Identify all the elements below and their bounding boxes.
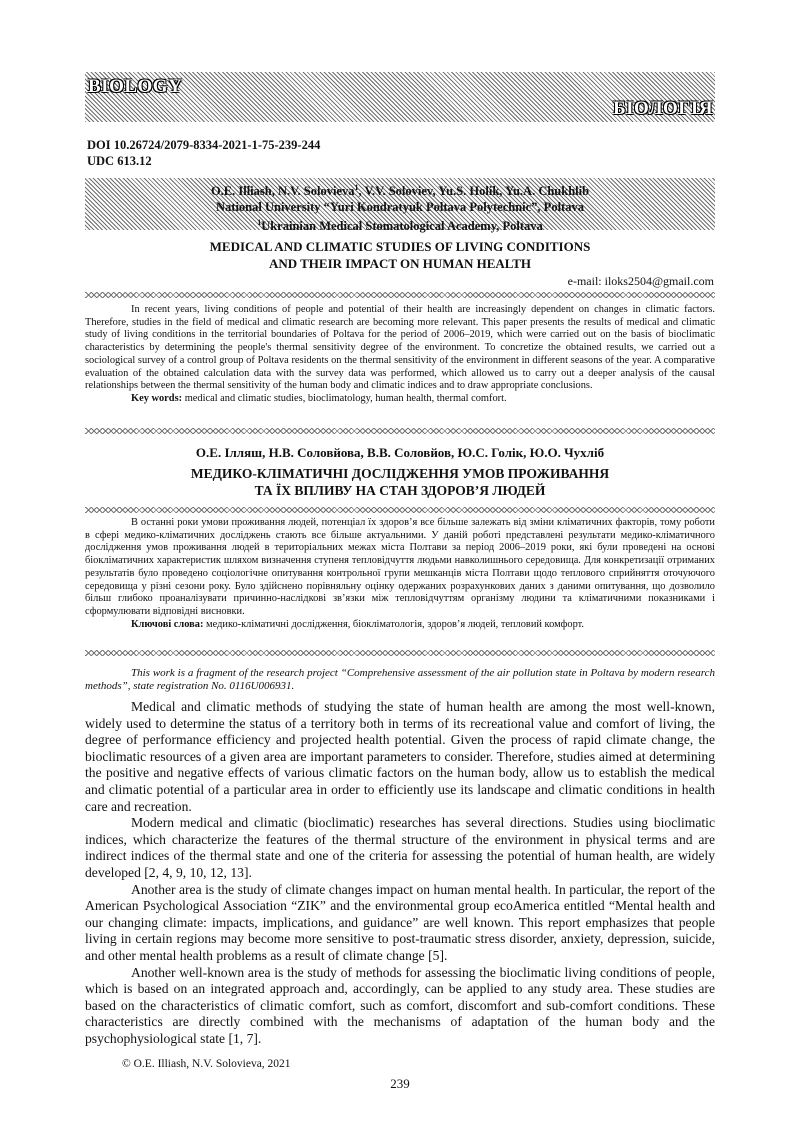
authors-band [85, 178, 715, 234]
divider-wavy [85, 650, 715, 656]
divider-wavy [85, 507, 715, 513]
doi: DOI 10.26724/2079-8334-2021-1-75-239-244 [87, 138, 321, 152]
email: e-mail: iloks2504@gmail.com [567, 274, 714, 288]
section-title-en: BIOLOGY [88, 76, 183, 97]
copyright: © O.E. Illiash, N.V. Solovieva, 2021 [122, 1058, 291, 1070]
section-header-band [85, 72, 715, 122]
article-title-en: MEDICAL AND CLIMATIC STUDIES OF LIVING CONDITIONS AND THEIR IMPACT ON HUMAN HEALTH [209, 239, 591, 271]
page-number: 239 [390, 1076, 410, 1091]
keywords-ua: Ключові слова: медико-кліматичні дослідження, біокліматологія, здоров’я людей, тепловий комфорт. [131, 618, 584, 630]
authors-ua: О.Е. Ілляш, Н.В. Соловйова, В.В. Соловйов, Ю.С. Голік, Ю.О. Чухліб [195, 445, 605, 460]
body-paragraph: Another well-known area is the study of methods for assessing the bioclimatic living conditions of people, which is based on an integrated approach and, accordingly, can be applied to any study area. These studies are based on the characteristics of climatic comfort, such as comfort, discomfort and sub-comfort conditions. These characteristics are directly combined with the mechanisms of adaptation of the human body and the psychophysiological state [1, 7]. [85, 964, 715, 1046]
abstract-ua [85, 517, 715, 631]
body-paragraph: Another area is the study of climate changes impact on human mental health. In particular, the report of the American Psychological Association “ZIK” and the environmental group ecoAmerica entitled “Mental health and our changing climate: impacts, implications, and guidance” are well known. This report emphasizes that people living in certain regions may become more sensitive to post-traumatic stress disorder, anxiety, depression, suicide, and other mental health problems as a result of climate change [5]. [85, 881, 715, 963]
udc: UDC 613.12 [87, 154, 152, 168]
affiliation-2: $^1$Ukrainian Medical Stomatological Academy, Poltava [257, 218, 543, 234]
divider-wavy [85, 428, 715, 434]
authors-en: O.E. Illiash, N.V. Solovieva$^1$, V.V. Soloviev, Yu.S. Holik, Yu.A. Chukhlib [210, 183, 590, 199]
section-title-ua: БІОЛОГІЯ [613, 98, 713, 119]
project-note: This work is a fragment of the research project “Comprehensive assessment of the air pollution state in Poltava by modern research methods”, state registration No. 0116U006931. [85, 667, 715, 692]
article-title-ua: МЕДИКО-КЛІМАТИЧНІ ДОСЛІДЖЕННЯ УМОВ ПРОЖИВАННЯ ТА ЇХ ВПЛИВУ НА СТАН ЗДОРОВ’Я ЛЮДЕЙ [190, 466, 610, 498]
abstract-ua-text: В останні роки умови проживання людей, потенціал їх здоров’я все більше залежать від зміни кліматичних факторів, тому роботи в сфері медико-кліматичних досліджень стають все більше актуальними. У даній роботі представлені результати медико-кліматичного дослідження умов проживання людей в територіальних межах міста Полтави за період 2006–2019 роки, які були проведені на основі біокліматичних характеристик шляхом визначення ступеня тепловідчуття людьми навколишнього середовища. Для конкретизації отриманих результатів було проведено соціологічне опитування контрольної групи мешканців міста Полтави щодо теплового сприйняття оточуючого середовища у різні сезони року. Було здійснено порівняльну оцінку одержаних розрахункових даних з даними опитування, що дозволило більш глибоко проаналізувати причинно-наслідкові зв’язки між тепловідчуттям організму людини та кліматичними показниками і сформулювати відповідні висновки. [85, 517, 715, 617]
affiliation-1: National University “Yuri Kondratyuk Poltava Polytechnic”, Poltava [216, 200, 584, 215]
body-paragraph: Modern medical and climatic (bioclimatic) researches has several directions. Studies using bioclimatic indices, which characterize the features of the thermal structure of the environment in physical terms and are indirect indices of the thermal state and one of the criteria for assessing the potential of human health, are widely developed [2, 4, 9, 10, 12, 13]. [85, 815, 715, 880]
abstract-en-text: In recent years, living conditions of people and potential of their health are increasingly dependent on changes in climatic factors. Therefore, studies in the field of medical and climatic research are becoming more relevant. This paper presents the results of medical and climatic study of living conditions in the territorial boundaries of Poltava for the period of 2006–2019, which were carried out on the basis of bioclimatic characteristics by determining the people's thermal sensitivity degree of the environment. To concretize the obtained results, we carried out a sociological survey of a control group of Poltava residents on the thermal sensitivity of the environment in different seasons of the year. A comparative evaluation of the obtained calculation data with the survey data was performed, which allowed us to carry out a deeper analysis of the causal relationships between the thermal sensitivity of the human body and climatic indices and to draw appropriate conclusions. [85, 304, 715, 392]
keywords-en: Key words: medical and climatic studies, bioclimatology, human health, thermal comfort. [131, 392, 507, 404]
divider-wavy [85, 292, 715, 298]
abstract-en [85, 304, 715, 406]
body-paragraph: Medical and climatic methods of studying the state of human health are among the most well-known, widely used to determine the status of a territory both in terms of its recreational value and comfort of living, the degree of performance efficiency and projected health potential. Given the process of rapid climate change, the bioclimatic resources of a given area are important parameters to consider. Therefore, studies aimed at determining the positive and negative effects of various climatic factors on the human body, allow us to establish the medical and climatic potential of a particular area in order to efficiently use its landscape and climatic conditions in health care and recreation. [85, 699, 715, 814]
body-text [85, 699, 715, 1047]
